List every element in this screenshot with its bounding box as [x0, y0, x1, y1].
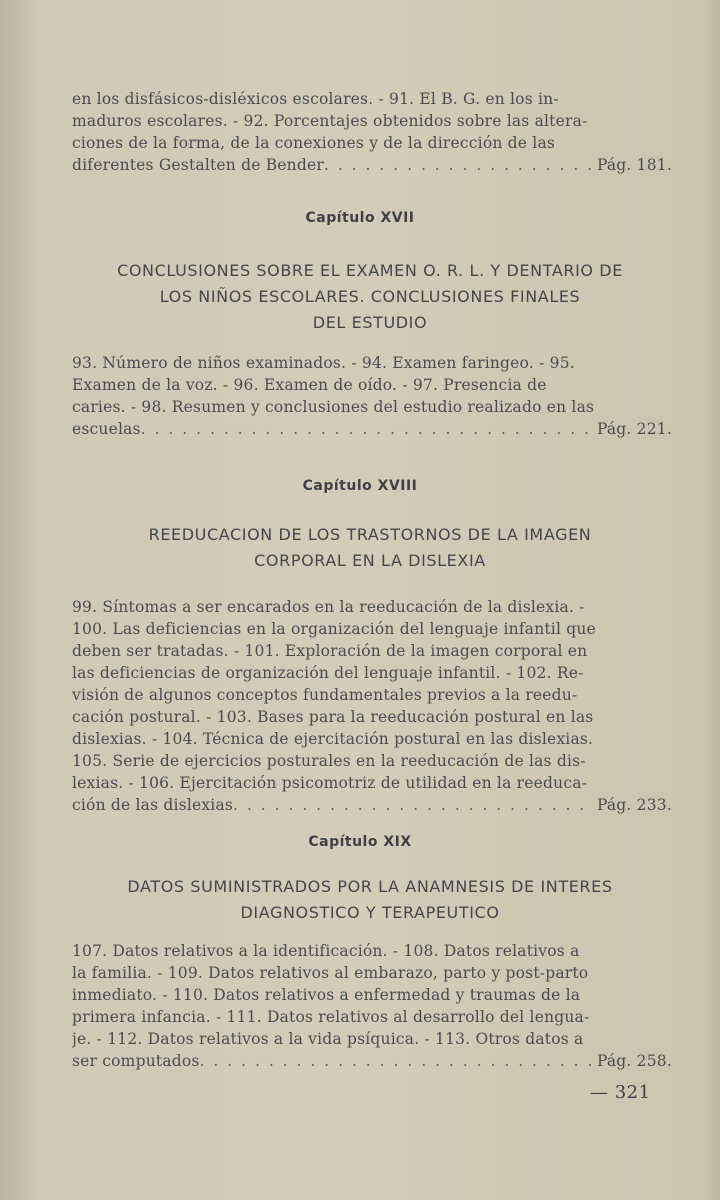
text-line: dislexias. - 104. Técnica de ejercitación postural en las dislexias. — [72, 730, 594, 748]
text-line: primera infancia. - 111. Datos relativos al desarrollo del lengua- — [72, 1008, 590, 1026]
text-line: caries. - 98. Resumen y conclusiones del estudio realizado en las — [72, 398, 595, 416]
text-line: 105. Serie de ejercicios posturales en la reeducación de las dis- — [72, 752, 586, 770]
text-line: 99. Síntomas a ser encarados en la reeducación de la dislexia. - — [72, 598, 585, 616]
title-line: DATOS SUMINISTRADOS POR LA ANAMNESIS DE INTERES — [127, 877, 613, 896]
leader-line — [72, 418, 672, 440]
entry-tail: diferentes Gestalten de Bender — [72, 156, 324, 174]
intro-paragraph — [72, 88, 672, 176]
page-reference: Pág. 181. — [596, 156, 672, 174]
text-line: inmediato. - 110. Datos relativos a enfermedad y traumas de la — [72, 986, 581, 1004]
entry-tail: ser computados — [72, 1052, 200, 1070]
chapter-title — [60, 258, 680, 336]
text-line: en los disfásicos-disléxicos escolares. - 91. El B. G. en los in- — [72, 90, 559, 108]
leader-line — [72, 1050, 672, 1072]
dot-leader — [233, 794, 591, 816]
text-line: deben ser tratadas. - 101. Exploración de la imagen corporal en — [72, 642, 588, 660]
chapter-title — [60, 874, 680, 926]
chapter-heading: Capítulo XVII — [305, 210, 415, 226]
title-line: REEDUCACION DE LOS TRASTORNOS DE LA IMAGEN — [148, 525, 592, 544]
text-line: 107. Datos relativos a la identificación. - 108. Datos relativos a — [72, 942, 580, 960]
chapter-contents — [72, 596, 672, 816]
entry-tail: escuelas — [72, 420, 141, 438]
text-line: la familia. - 109. Datos relativos al embarazo, parto y post-parto — [72, 964, 589, 982]
text-line: visión de algunos conceptos fundamentales previos a la reedu- — [72, 686, 578, 704]
chapter-title — [60, 522, 680, 574]
text-line: cación postural. - 103. Bases para la reeducación postural en las — [72, 708, 594, 726]
page-reference: Pág. 258. — [596, 1052, 672, 1070]
dot-leader — [324, 154, 591, 176]
title-line: CONCLUSIONES SOBRE EL EXAMEN O. R. L. Y DENTARIO DE — [117, 261, 623, 280]
page-reference: Pág. 233. — [596, 796, 672, 814]
title-line: DIAGNOSTICO Y TERAPEUTICO — [240, 903, 500, 922]
dot-leader — [141, 418, 591, 440]
text-line: 93. Número de niños examinados. - 94. Examen faringeo. - 95. — [72, 354, 575, 372]
text-line: ciones de la forma, de la conexiones y de la dirección de las — [72, 134, 556, 152]
text-line: las deficiencias de organización del lenguaje infantil. - 102. Re- — [72, 664, 584, 682]
entry-tail: ción de las dislexias — [72, 796, 234, 814]
text-line: 100. Las deficiencias en la organización del lenguaje infantil que — [72, 620, 596, 638]
leader-line — [72, 154, 672, 176]
chapter-contents — [72, 352, 672, 440]
text-line: lexias. - 106. Ejercitación psicomotriz de utilidad en la reeduca- — [72, 774, 588, 792]
title-line: DEL ESTUDIO — [312, 313, 428, 332]
dot-leader — [200, 1050, 591, 1072]
text-line: je. - 112. Datos relativos a la vida psíquica. - 113. Otros datos a — [72, 1030, 584, 1048]
text-line: Examen de la voz. - 96. Examen de oído. - 97. Presencia de — [72, 376, 547, 394]
text-line: maduros escolares. - 92. Porcentajes obtenidos sobre las altera- — [72, 112, 588, 130]
chapter-contents — [72, 940, 672, 1072]
leader-line — [72, 794, 672, 816]
chapter-heading: Capítulo XIX — [308, 834, 412, 850]
page-reference: Pág. 221. — [596, 420, 672, 438]
title-line: LOS NIÑOS ESCOLARES. CONCLUSIONES FINALES — [159, 287, 581, 306]
chapter-heading: Capítulo XVIII — [302, 478, 418, 494]
title-line: CORPORAL EN LA DISLEXIA — [254, 551, 486, 570]
page-number: — 321 — [590, 1082, 651, 1103]
